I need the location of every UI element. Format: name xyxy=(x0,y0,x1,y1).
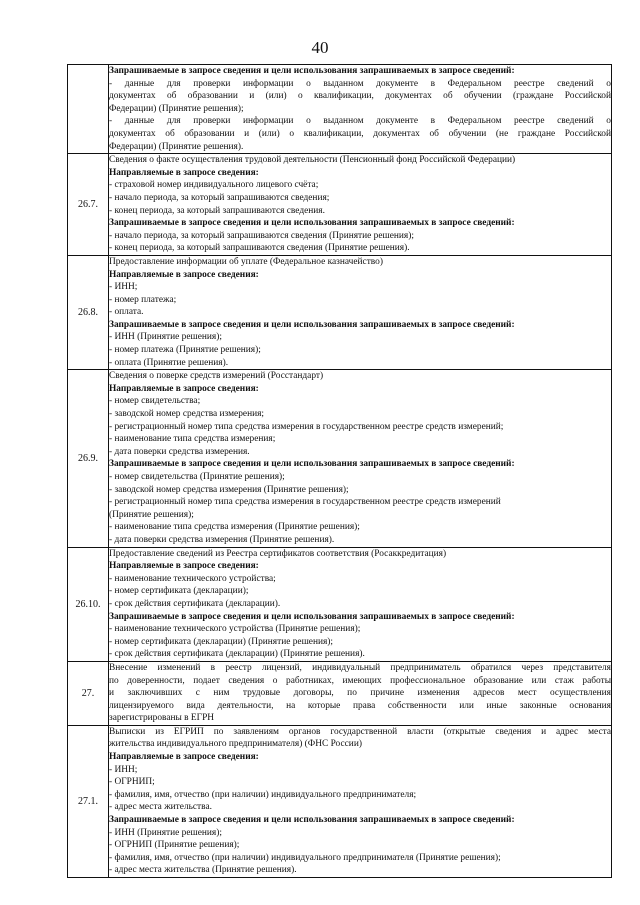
text-line: лицензируемого вида деятельности, на которые права собственности или иные законные основания xyxy=(109,700,611,711)
text-line: - регистрационный номер типа средства измерения в государственном реестре средств измерений; xyxy=(109,421,504,432)
section-heading: Направляемые в запросе сведения: xyxy=(109,167,259,178)
table-body xyxy=(68,65,612,878)
text-line: Сведения о факте осуществления трудовой деятельности (Пенсионный фонд Российской Федерации) xyxy=(109,155,516,166)
text-line: Сведения о поверке средств измерений (Росстандарт) xyxy=(109,371,324,382)
text-line: Предоставление сведений из Реестра сертификатов соответствия (Росаккредитация) xyxy=(109,548,447,559)
table-row xyxy=(68,547,612,661)
text-line: - дата поверки средства измерения (Принятие решения). xyxy=(109,534,335,545)
text-line: - данные для проверки информации о выданном документе в Федеральном реестре сведений о xyxy=(109,116,611,127)
row-number: 26.8. xyxy=(68,255,109,369)
text-line: зарегистрированы в ЕГРН xyxy=(109,713,215,724)
text-line: - дата поверки средства измерения. xyxy=(109,446,250,457)
text-line: - заводской номер средства измерения (Принятие решения); xyxy=(109,484,349,495)
services-table xyxy=(67,64,612,878)
text-line: - данные для проверки информации о выданном документе в Федеральном реестре сведений о xyxy=(109,78,611,89)
row-number: 26.9. xyxy=(68,370,109,547)
row-content xyxy=(109,370,612,547)
text-line: - номер сертификата (декларации); xyxy=(109,586,249,597)
text-line: - ИНН; xyxy=(109,764,138,775)
section-heading: Направляемые в запросе сведения: xyxy=(109,383,259,394)
text-line: - адрес места жительства. xyxy=(109,802,212,813)
text-line: - номер платежа; xyxy=(109,294,177,305)
section-heading: Запрашиваемые в запросе сведения и цели использования запрашиваемых в запросе сведений: xyxy=(109,319,515,330)
row-content xyxy=(109,65,612,154)
text-line: - регистрационный номер типа средства измерения в государственном реестре средств измерений xyxy=(109,497,501,508)
text-line: Федерации) (Принятие решения); xyxy=(109,103,244,114)
text-line: (Принятие решения); xyxy=(109,509,194,520)
text-line: - фамилия, имя, отчество (при наличии) индивидуального предпринимателя; xyxy=(109,789,417,800)
text-line: - номер сертификата (декларации) (Принятие решения); xyxy=(109,636,334,647)
section-heading: Запрашиваемые в запросе сведения и цели использования запрашиваемых в запросе сведений: xyxy=(109,815,515,826)
text-line: - конец периода, за который запрашиваются сведения (Принятие решения). xyxy=(109,243,410,254)
text-line: - заводской номер средства измерения; xyxy=(109,409,265,420)
table-row xyxy=(68,725,612,877)
text-line: жительства индивидуального предпринимателя) (ФНС России) xyxy=(109,739,362,750)
text-line: - наименование типа средства измерения (Принятие решения); xyxy=(109,522,360,533)
text-line: - конец периода, за который запрашиваются сведения. xyxy=(109,205,325,216)
table-row xyxy=(68,661,612,725)
text-line: Федерации) (Принятие решения). xyxy=(109,141,244,152)
row-content xyxy=(109,547,612,661)
page-number: 40 xyxy=(311,38,329,57)
row-content xyxy=(109,661,612,725)
section-heading: Направляемые в запросе сведения: xyxy=(109,752,259,763)
text-line: документах об образовании и (или) о квалификации, документах об обучении (граждане Российской xyxy=(109,91,611,102)
section-heading: Направляемые в запросе сведения: xyxy=(109,269,259,280)
text-line: - оплата. xyxy=(109,307,144,318)
text-line: - оплата (Принятие решения). xyxy=(109,357,229,368)
row-number: 27. xyxy=(68,661,109,725)
text-line: документах об образовании и (или) о квалификации, документах об обучении (не граждане Российской xyxy=(109,128,611,139)
text-line: - страховой номер индивидуального лицевого счёта; xyxy=(109,180,319,191)
text-line: - срок действия сертификата (декларации). xyxy=(109,598,281,609)
row-content xyxy=(109,725,612,877)
table-row xyxy=(68,154,612,256)
section-heading: Запрашиваемые в запросе сведения и цели использования запрашиваемых в запросе сведений: xyxy=(109,611,515,622)
row-number xyxy=(68,65,109,154)
text-line: - номер платежа (Принятие решения); xyxy=(109,345,261,356)
text-line: - ОГРНИП (Принятие решения); xyxy=(109,840,240,851)
text-line: - ИНН; xyxy=(109,282,138,293)
section-heading: Запрашиваемые в запросе сведения и цели использования запрашиваемых в запросе сведений: xyxy=(109,459,515,470)
section-heading: Направляемые в запросе сведения: xyxy=(109,561,259,572)
text-line: - ОГРНИП; xyxy=(109,777,155,788)
row-number: 27.1. xyxy=(68,725,109,877)
text-line: - ИНН (Принятие решения); xyxy=(109,827,222,838)
text-line: - номер свидетельства (Принятие решения); xyxy=(109,472,285,482)
text-line: - наименование технического устройства (Принятие решения); xyxy=(109,624,361,635)
table-row xyxy=(68,65,612,154)
table-row xyxy=(68,255,612,369)
row-number: 26.10. xyxy=(68,547,109,661)
section-heading: Запрашиваемые в запросе сведения и цели использования запрашиваемых в запросе сведений: xyxy=(109,66,515,76)
row-content xyxy=(109,154,612,256)
section-heading: Запрашиваемые в запросе сведения и цели использования запрашиваемых в запросе сведений: xyxy=(109,218,515,229)
text-line: Внесение изменений в реестр лицензий, индивидуальный предприниматель обратился через представителя xyxy=(109,662,611,673)
text-line: - наименование технического устройства; xyxy=(109,573,276,584)
text-line: и заключивших с ним трудовые договоры, по причине изменения адресов мест осуществления xyxy=(109,688,611,699)
text-line: по доверенности, подает сведения о работниках, имеющих профессиональное образование или стаж работы xyxy=(109,675,611,686)
text-line: - адрес места жительства (Принятие решения). xyxy=(109,865,297,876)
text-line: - фамилия, имя, отчество (при наличии) индивидуального предпринимателя (Принятие решения); xyxy=(109,852,501,863)
text-line: - начало периода, за который запрашиваются сведения (Принятие решения); xyxy=(109,230,414,241)
text-line: - номер свидетельства; xyxy=(109,396,201,407)
row-content xyxy=(109,255,612,369)
text-line: - срок действия сертификата (декларации) (Принятие решения). xyxy=(109,649,365,660)
table-row xyxy=(68,370,612,547)
text-line: - начало периода, за который запрашиваются сведения; xyxy=(109,192,330,203)
text-line: Предоставление информации об уплате (Федеральное казначейство) xyxy=(109,256,383,267)
text-line: Выписки из ЕГРИП по заявлениям органов государственной власти (открытые сведения и адрес места xyxy=(109,726,611,737)
text-line: - ИНН (Принятие решения); xyxy=(109,332,222,343)
row-number: 26.7. xyxy=(68,154,109,256)
text-line: - наименование типа средства измерения; xyxy=(109,434,276,445)
